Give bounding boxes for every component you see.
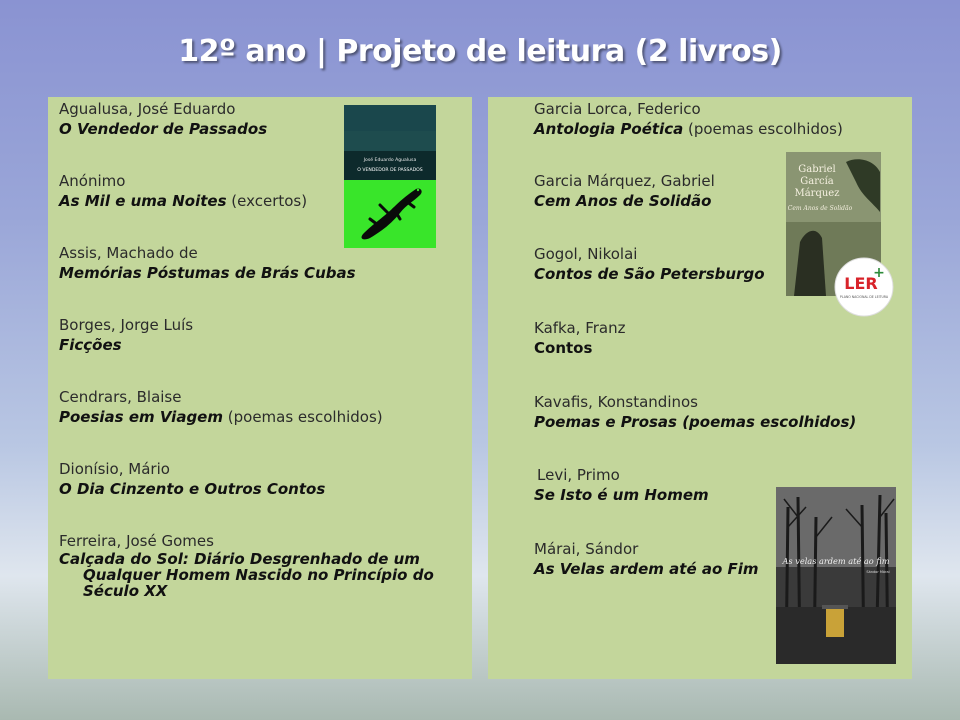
list-item xyxy=(59,531,439,599)
book-title-line xyxy=(534,412,856,432)
book-title: Cem Anos de Solidão xyxy=(534,192,712,210)
book-note: (poemas escolhidos) xyxy=(683,120,843,138)
author-name: Agualusa, José Eduardo xyxy=(59,100,236,118)
list-item xyxy=(534,465,709,505)
book-title: O Vendedor de Passados xyxy=(59,120,268,138)
author-name: Dionísio, Mário xyxy=(59,460,170,478)
book-note: (excertos) xyxy=(226,192,308,210)
right-book-list xyxy=(488,97,912,679)
ler-plus: + xyxy=(873,265,885,281)
book-title-line xyxy=(59,119,267,139)
book-cover-o-vendedor-de-passados xyxy=(344,105,436,248)
book-title-line xyxy=(59,407,383,427)
cover-title: Cem Anos de Solidão xyxy=(787,205,853,212)
cover-author-line: Gabriel xyxy=(798,164,836,175)
cover-author-line: Márquez xyxy=(794,188,840,199)
list-item xyxy=(534,244,765,284)
book-title-line xyxy=(534,559,759,579)
left-book-list xyxy=(48,97,472,679)
list-item xyxy=(534,392,856,432)
author-name: Cendrars, Blaise xyxy=(59,388,182,406)
book-title: As Mil e uma Noites xyxy=(59,192,227,210)
book-title: O Dia Cinzento e Outros Contos xyxy=(59,480,326,498)
list-item xyxy=(534,318,625,358)
ler-subtitle: PLANO NACIONAL DE LEITURA xyxy=(839,295,889,299)
book-title-line xyxy=(59,479,325,499)
book-title-line xyxy=(59,191,307,211)
author-name: Ferreira, José Gomes xyxy=(59,532,214,550)
list-item xyxy=(59,387,383,427)
book-title: Antologia Poética xyxy=(534,120,684,138)
list-item xyxy=(59,315,193,355)
author-name: Anónimo xyxy=(59,172,126,190)
author-name: Garcia Márquez, Gabriel xyxy=(534,172,715,190)
book-title-line xyxy=(59,335,193,355)
book-title: Se Isto é um Homem xyxy=(534,486,709,504)
author-name: Márai, Sándor xyxy=(534,540,639,558)
slide-title: 12º ano | Projeto de leitura (2 livros) xyxy=(178,34,782,69)
author-name: Borges, Jorge Luís xyxy=(59,316,194,334)
list-item xyxy=(59,99,267,139)
cover-title: O VENDEDOR DE PASSADOS xyxy=(357,168,423,173)
book-title-line xyxy=(59,551,439,599)
book-title: Calçada do Sol: Diário Desgrenhado de um Qualquer Homem Nascido no Princípio do Século XX xyxy=(59,550,434,600)
plano-nacional-de-leitura-logo xyxy=(834,257,894,317)
author-name: Levi, Primo xyxy=(537,466,620,484)
cover-author: José Eduardo Agualusa xyxy=(363,158,417,163)
list-item xyxy=(59,243,356,283)
book-note: (poemas escolhidos) xyxy=(223,408,383,426)
book-title-line xyxy=(59,263,356,283)
book-title: Poesias em Viagem xyxy=(59,408,223,426)
ler-text: LER xyxy=(844,274,878,293)
author-name: Assis, Machado de xyxy=(59,244,198,262)
cover-title: As velas ardem até ao fim xyxy=(782,556,890,566)
book-title-line xyxy=(534,264,765,284)
book-title: As Velas ardem até ao Fim xyxy=(534,560,759,578)
author-name: Garcia Lorca, Federico xyxy=(534,100,701,118)
list-item xyxy=(59,171,307,211)
cover-author-line: García xyxy=(800,176,834,187)
book-title-line xyxy=(534,191,715,211)
book-title: Contos xyxy=(534,339,593,357)
book-title-line xyxy=(534,485,709,505)
book-title: Ficções xyxy=(59,336,122,354)
list-item xyxy=(534,539,759,579)
book-title-line xyxy=(534,119,843,139)
author-name: Kafka, Franz xyxy=(534,319,626,337)
author-name: Kavafis, Konstandinos xyxy=(534,393,698,411)
book-title-line xyxy=(534,338,625,358)
list-item xyxy=(534,99,843,139)
book-title: Contos de São Petersburgo xyxy=(534,265,765,283)
book-cover-as-velas-ardem-ate-ao-fim xyxy=(776,487,896,664)
list-item xyxy=(59,459,325,499)
author-name: Gogol, Nikolai xyxy=(534,245,638,263)
book-title: Memórias Póstumas de Brás Cubas xyxy=(59,264,356,282)
book-title: Poemas e Prosas (poemas escolhidos) xyxy=(534,413,857,431)
list-item xyxy=(534,171,715,211)
cover-author: Sándor Márai xyxy=(866,570,890,574)
